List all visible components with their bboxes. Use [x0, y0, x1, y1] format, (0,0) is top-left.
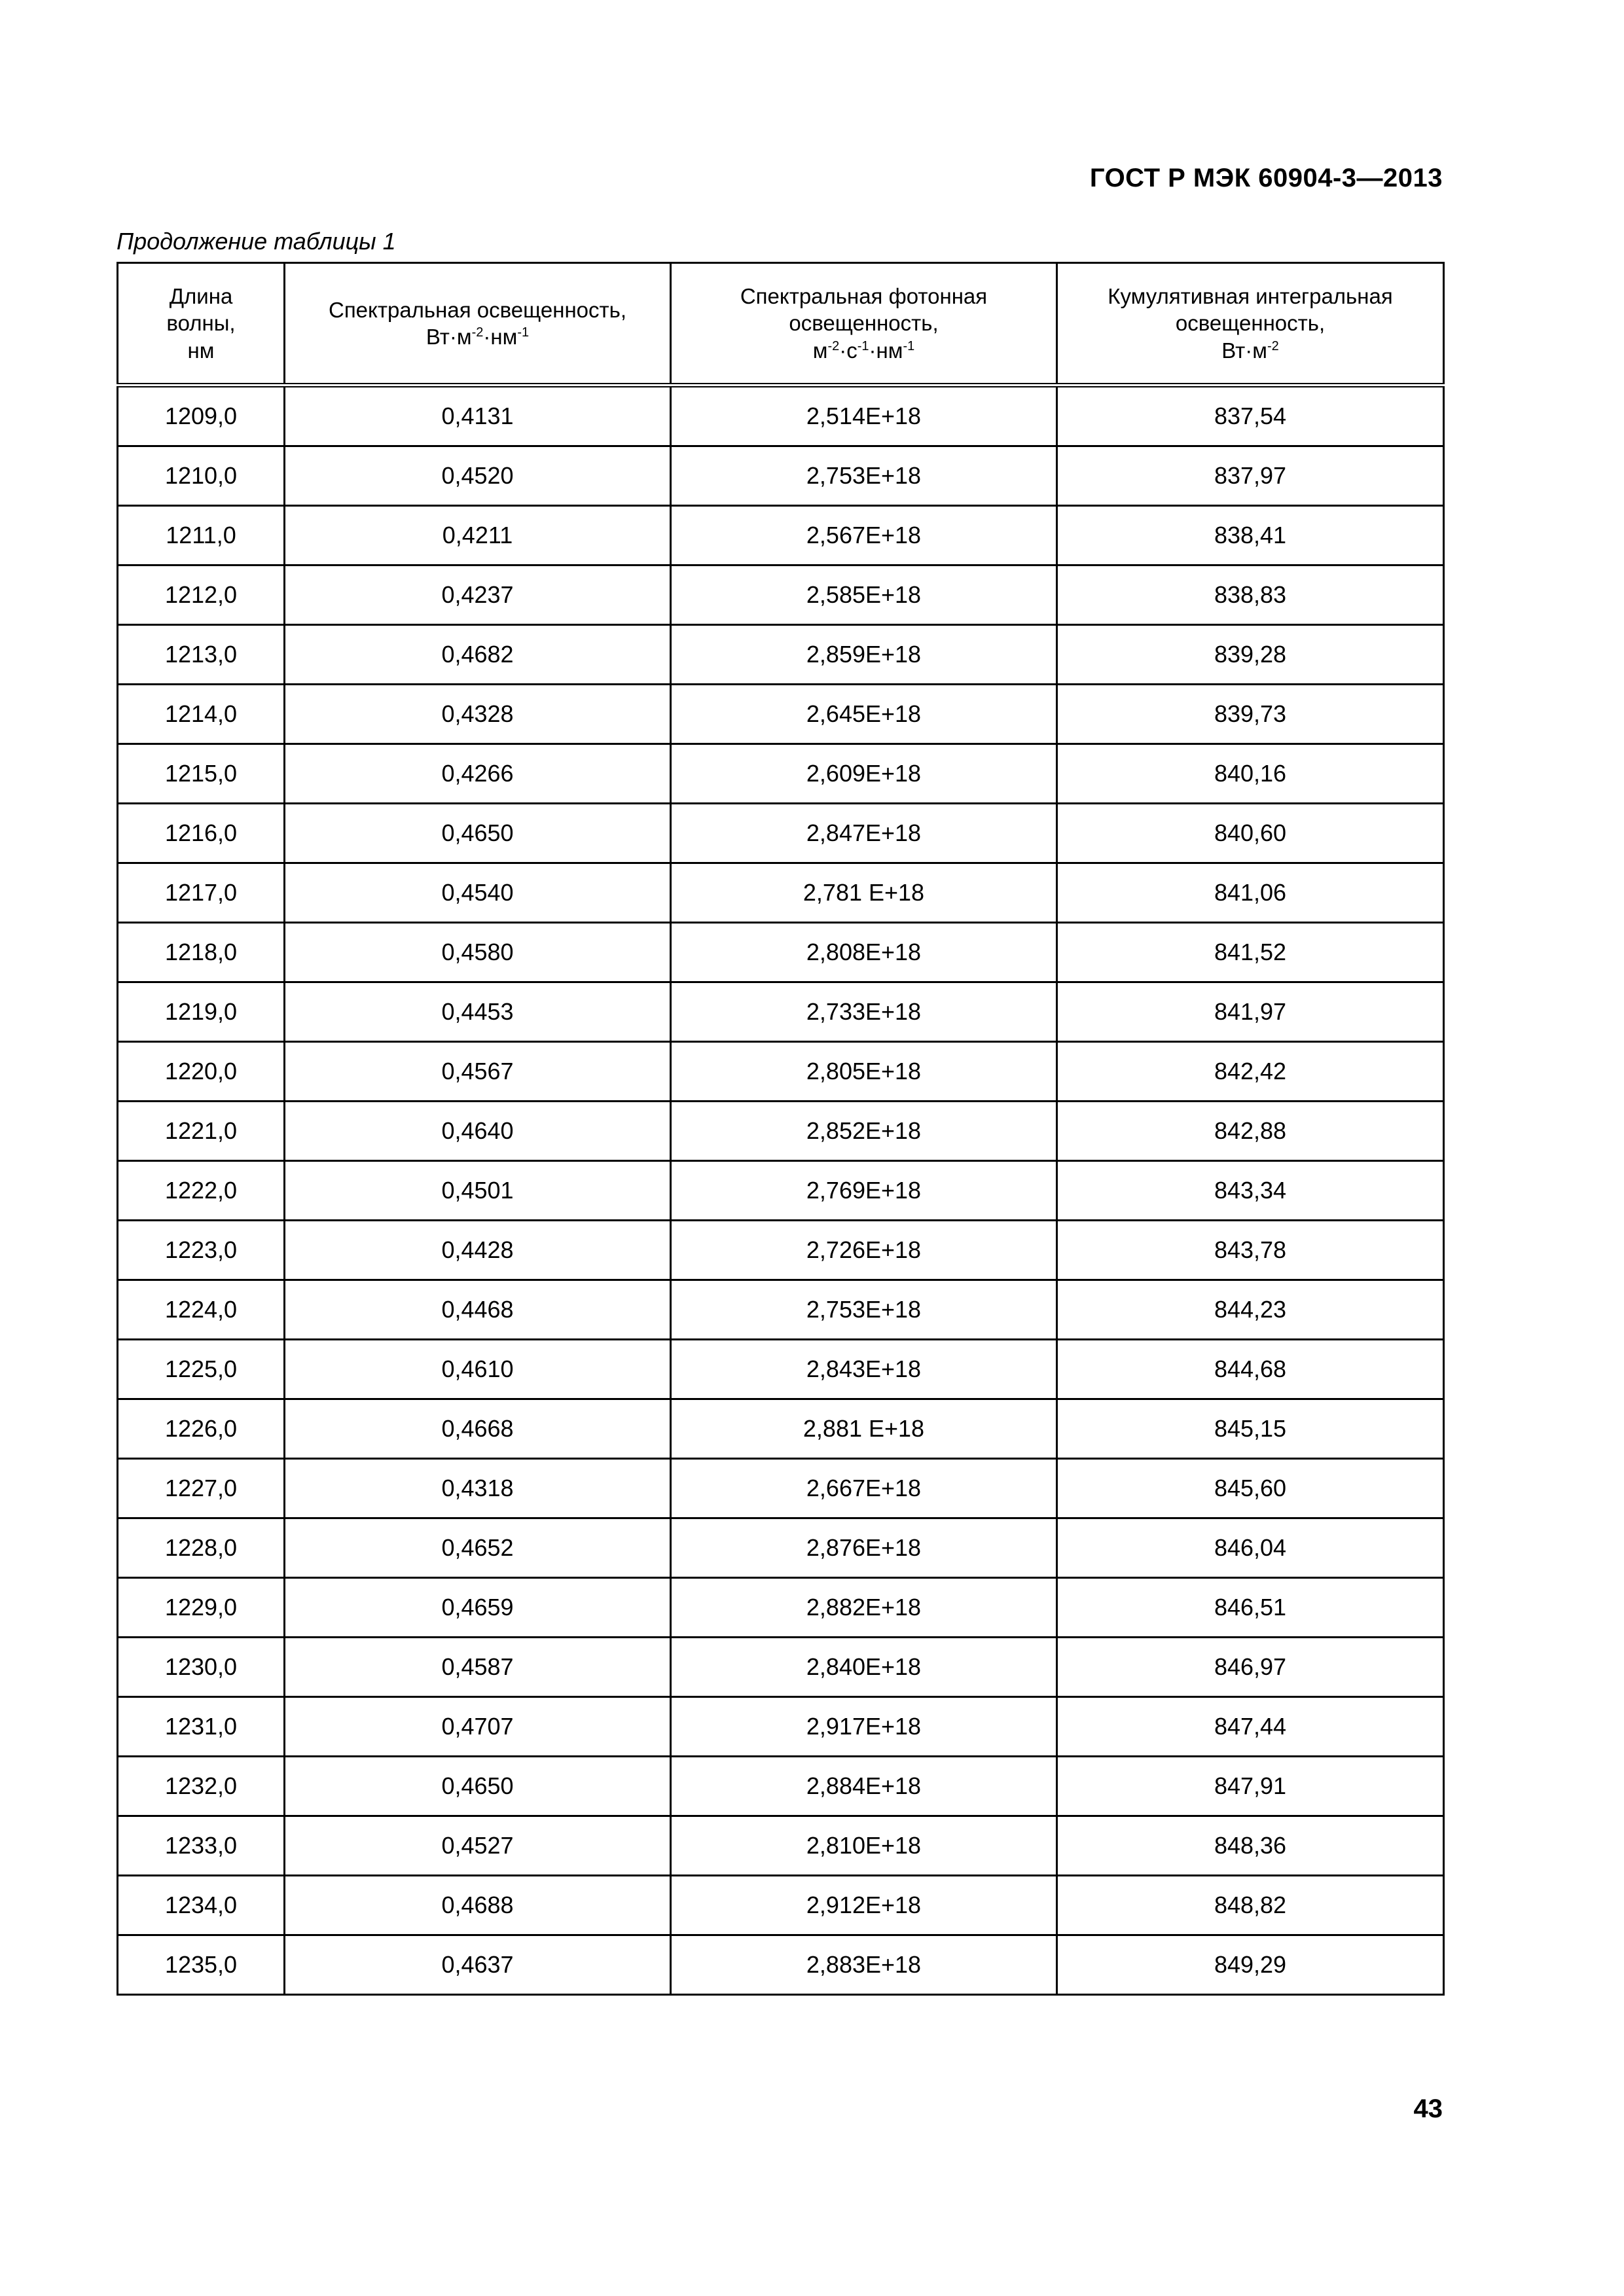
table-row [118, 685, 1444, 744]
cell-cumulative-irradiance: 841,06 [1057, 863, 1444, 923]
column-header-unit: нм [187, 338, 215, 363]
cell-cumulative-irradiance: 843,78 [1057, 1221, 1444, 1280]
cell-wavelength: 1213,0 [118, 625, 285, 685]
table-row [118, 446, 1444, 506]
document-standard-header: ГОСТ Р МЭК 60904-3—2013 [1089, 164, 1443, 192]
table-row [118, 1280, 1444, 1340]
cell-spectral-photon-irradiance: 2,876E+18 [671, 1518, 1057, 1578]
cell-cumulative-irradiance: 842,42 [1057, 1042, 1444, 1102]
cell-wavelength: 1210,0 [118, 446, 285, 506]
cell-cumulative-irradiance: 839,73 [1057, 685, 1444, 744]
column-header-unit: $м^{-2}\cdot с^{-1}\cdot нм^{-1}$ [812, 338, 915, 363]
cell-cumulative-irradiance: 840,16 [1057, 744, 1444, 804]
table-row [118, 1161, 1444, 1221]
column-header-unit: $Вт\cdot м^{-2}$ [1221, 338, 1279, 363]
table-continuation-caption: Продолжение таблицы 1 [117, 228, 396, 255]
cell-wavelength: 1217,0 [118, 863, 285, 923]
table-row [118, 1221, 1444, 1280]
column-header-unit: $Вт\cdot м^{-2}\cdot нм^{-1}$ [425, 325, 530, 349]
table-row [118, 1935, 1444, 1995]
column-header-spectral-photon-irradiance [671, 263, 1057, 386]
cell-spectral-photon-irradiance: 2,805E+18 [671, 1042, 1057, 1102]
cell-cumulative-irradiance: 846,04 [1057, 1518, 1444, 1578]
cell-spectral-irradiance: 0,4637 [285, 1935, 671, 1995]
cell-cumulative-irradiance: 837,54 [1057, 386, 1444, 446]
cell-spectral-photon-irradiance: 2,882E+18 [671, 1578, 1057, 1638]
cell-wavelength: 1232,0 [118, 1757, 285, 1816]
cell-spectral-photon-irradiance: 2,917E+18 [671, 1697, 1057, 1757]
cell-spectral-photon-irradiance: 2,609E+18 [671, 744, 1057, 804]
cell-spectral-photon-irradiance: 2,843E+18 [671, 1340, 1057, 1399]
cell-spectral-irradiance: 0,4682 [285, 625, 671, 685]
cell-wavelength: 1228,0 [118, 1518, 285, 1578]
column-header-text: Кумулятивная интегральная [1108, 284, 1393, 309]
table-row [118, 1042, 1444, 1102]
cell-wavelength: 1231,0 [118, 1697, 285, 1757]
cell-spectral-irradiance: 0,4453 [285, 982, 671, 1042]
cell-wavelength: 1229,0 [118, 1578, 285, 1638]
cell-spectral-irradiance: 0,4428 [285, 1221, 671, 1280]
column-header-text: Спектральная фотонная [740, 284, 988, 309]
table-row [118, 1876, 1444, 1935]
table-row [118, 863, 1444, 923]
cell-wavelength: 1222,0 [118, 1161, 285, 1221]
cell-spectral-irradiance: 0,4211 [285, 506, 671, 565]
table-body [118, 386, 1444, 1995]
cell-spectral-irradiance: 0,4587 [285, 1638, 671, 1697]
cell-spectral-photon-irradiance: 2,726E+18 [671, 1221, 1057, 1280]
cell-spectral-irradiance: 0,4501 [285, 1161, 671, 1221]
cell-wavelength: 1216,0 [118, 804, 285, 863]
cell-spectral-irradiance: 0,4237 [285, 565, 671, 625]
table-row [118, 804, 1444, 863]
cell-cumulative-irradiance: 848,36 [1057, 1816, 1444, 1876]
cell-spectral-photon-irradiance: 2,881 E+18 [671, 1399, 1057, 1459]
cell-spectral-irradiance: 0,4328 [285, 685, 671, 744]
column-header-spectral-irradiance [285, 263, 671, 386]
cell-spectral-irradiance: 0,4567 [285, 1042, 671, 1102]
cell-cumulative-irradiance: 849,29 [1057, 1935, 1444, 1995]
cell-spectral-irradiance: 0,4610 [285, 1340, 671, 1399]
cell-spectral-photon-irradiance: 2,847E+18 [671, 804, 1057, 863]
cell-cumulative-irradiance: 844,68 [1057, 1340, 1444, 1399]
cell-wavelength: 1220,0 [118, 1042, 285, 1102]
table-row [118, 506, 1444, 565]
cell-cumulative-irradiance: 844,23 [1057, 1280, 1444, 1340]
cell-spectral-irradiance: 0,4131 [285, 386, 671, 446]
spectral-irradiance-table-container [117, 262, 1443, 1996]
cell-spectral-photon-irradiance: 2,810E+18 [671, 1816, 1057, 1876]
cell-spectral-photon-irradiance: 2,883E+18 [671, 1935, 1057, 1995]
cell-cumulative-irradiance: 841,97 [1057, 982, 1444, 1042]
table-header-row [118, 263, 1444, 386]
table-row [118, 1697, 1444, 1757]
cell-wavelength: 1235,0 [118, 1935, 285, 1995]
cell-spectral-photon-irradiance: 2,884E+18 [671, 1757, 1057, 1816]
cell-spectral-photon-irradiance: 2,859E+18 [671, 625, 1057, 685]
cell-wavelength: 1234,0 [118, 1876, 285, 1935]
cell-wavelength: 1218,0 [118, 923, 285, 982]
cell-spectral-irradiance: 0,4266 [285, 744, 671, 804]
cell-spectral-photon-irradiance: 2,667E+18 [671, 1459, 1057, 1518]
cell-wavelength: 1225,0 [118, 1340, 285, 1399]
cell-cumulative-irradiance: 842,88 [1057, 1102, 1444, 1161]
table-row [118, 744, 1444, 804]
page-number: 43 [1413, 2094, 1443, 2123]
cell-cumulative-irradiance: 838,41 [1057, 506, 1444, 565]
cell-cumulative-irradiance: 838,83 [1057, 565, 1444, 625]
table-row [118, 565, 1444, 625]
cell-wavelength: 1209,0 [118, 386, 285, 446]
cell-cumulative-irradiance: 846,97 [1057, 1638, 1444, 1697]
cell-spectral-photon-irradiance: 2,645E+18 [671, 685, 1057, 744]
cell-wavelength: 1227,0 [118, 1459, 285, 1518]
cell-spectral-irradiance: 0,4640 [285, 1102, 671, 1161]
cell-cumulative-irradiance: 847,44 [1057, 1697, 1444, 1757]
cell-spectral-photon-irradiance: 2,567E+18 [671, 506, 1057, 565]
cell-spectral-irradiance: 0,4688 [285, 1876, 671, 1935]
column-header-text: волны, [166, 311, 236, 336]
column-header-text: освещенность, [1175, 311, 1326, 336]
cell-spectral-irradiance: 0,4659 [285, 1578, 671, 1638]
table-row [118, 386, 1444, 446]
column-header-text: Спектральная освещенность, [328, 297, 627, 322]
table-row [118, 1816, 1444, 1876]
cell-spectral-photon-irradiance: 2,753E+18 [671, 1280, 1057, 1340]
cell-spectral-photon-irradiance: 2,808E+18 [671, 923, 1057, 982]
column-header-text: освещенность, [789, 311, 939, 336]
cell-spectral-irradiance: 0,4527 [285, 1816, 671, 1876]
table-row [118, 1518, 1444, 1578]
cell-cumulative-irradiance: 848,82 [1057, 1876, 1444, 1935]
table-row [118, 1757, 1444, 1816]
cell-cumulative-irradiance: 846,51 [1057, 1578, 1444, 1638]
cell-cumulative-irradiance: 837,97 [1057, 446, 1444, 506]
cell-cumulative-irradiance: 840,60 [1057, 804, 1444, 863]
spectral-irradiance-table [117, 262, 1445, 1996]
table-row [118, 625, 1444, 685]
table-row [118, 1638, 1444, 1697]
cell-spectral-irradiance: 0,4650 [285, 804, 671, 863]
cell-wavelength: 1221,0 [118, 1102, 285, 1161]
cell-spectral-photon-irradiance: 2,733E+18 [671, 982, 1057, 1042]
table-row [118, 1399, 1444, 1459]
cell-cumulative-irradiance: 845,60 [1057, 1459, 1444, 1518]
cell-spectral-photon-irradiance: 2,840E+18 [671, 1638, 1057, 1697]
cell-wavelength: 1223,0 [118, 1221, 285, 1280]
column-header-wavelength [118, 263, 285, 386]
cell-wavelength: 1211,0 [118, 506, 285, 565]
cell-spectral-photon-irradiance: 2,514E+18 [671, 386, 1057, 446]
cell-cumulative-irradiance: 845,15 [1057, 1399, 1444, 1459]
cell-spectral-irradiance: 0,4468 [285, 1280, 671, 1340]
table-row [118, 1102, 1444, 1161]
cell-wavelength: 1215,0 [118, 744, 285, 804]
cell-spectral-photon-irradiance: 2,753E+18 [671, 446, 1057, 506]
cell-cumulative-irradiance: 847,91 [1057, 1757, 1444, 1816]
cell-spectral-photon-irradiance: 2,781 E+18 [671, 863, 1057, 923]
cell-spectral-photon-irradiance: 2,585E+18 [671, 565, 1057, 625]
cell-cumulative-irradiance: 839,28 [1057, 625, 1444, 685]
cell-spectral-irradiance: 0,4520 [285, 446, 671, 506]
table-row [118, 1578, 1444, 1638]
cell-spectral-irradiance: 0,4650 [285, 1757, 671, 1816]
cell-wavelength: 1226,0 [118, 1399, 285, 1459]
cell-cumulative-irradiance: 843,34 [1057, 1161, 1444, 1221]
table-row [118, 1340, 1444, 1399]
table-row [118, 923, 1444, 982]
cell-wavelength: 1212,0 [118, 565, 285, 625]
cell-wavelength: 1224,0 [118, 1280, 285, 1340]
cell-spectral-irradiance: 0,4707 [285, 1697, 671, 1757]
table-row [118, 982, 1444, 1042]
cell-spectral-irradiance: 0,4540 [285, 863, 671, 923]
cell-spectral-photon-irradiance: 2,769E+18 [671, 1161, 1057, 1221]
cell-cumulative-irradiance: 841,52 [1057, 923, 1444, 982]
cell-wavelength: 1214,0 [118, 685, 285, 744]
cell-spectral-photon-irradiance: 2,852E+18 [671, 1102, 1057, 1161]
table-header [118, 263, 1444, 386]
cell-wavelength: 1219,0 [118, 982, 285, 1042]
column-header-cumulative-irradiance [1057, 263, 1444, 386]
cell-spectral-photon-irradiance: 2,912E+18 [671, 1876, 1057, 1935]
cell-wavelength: 1233,0 [118, 1816, 285, 1876]
cell-spectral-irradiance: 0,4668 [285, 1399, 671, 1459]
table-row [118, 1459, 1444, 1518]
cell-spectral-irradiance: 0,4652 [285, 1518, 671, 1578]
cell-spectral-irradiance: 0,4318 [285, 1459, 671, 1518]
cell-spectral-irradiance: 0,4580 [285, 923, 671, 982]
column-header-text: Длина [169, 284, 233, 309]
cell-wavelength: 1230,0 [118, 1638, 285, 1697]
